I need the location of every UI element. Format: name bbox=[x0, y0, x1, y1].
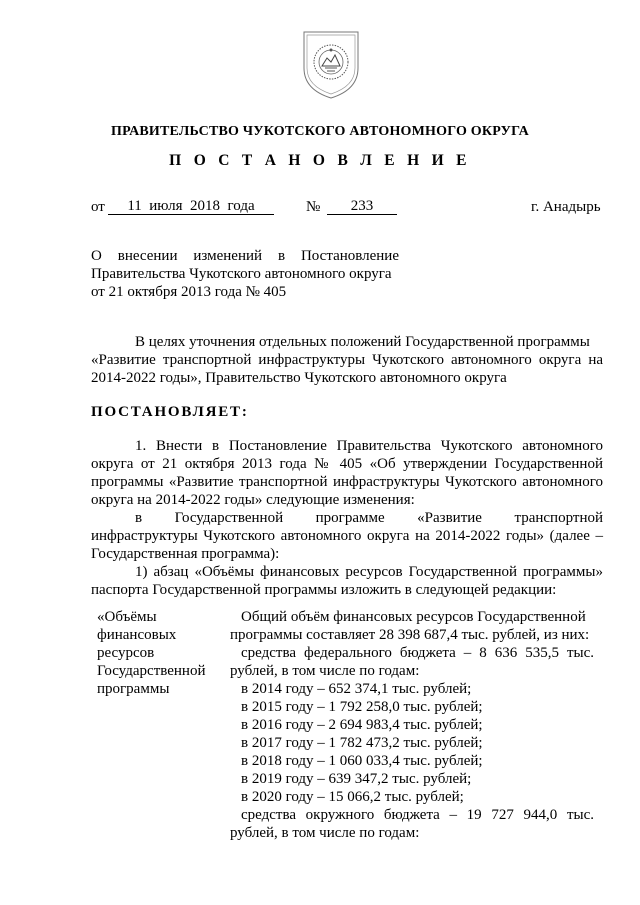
year-row: в 2016 году – 2 694 983,4 тыс. рублей; bbox=[241, 717, 483, 733]
government-title: ПРАВИТЕЛЬСТВО ЧУКОТСКОГО АВТОНОМНОГО ОКРУГА bbox=[111, 124, 529, 139]
subject-line-1: О внесении изменений в Постановление bbox=[91, 248, 399, 264]
resolves-heading: ПОСТАНОВЛЯЕТ: bbox=[91, 404, 249, 420]
preamble-line-2: «Развитие транспортной инфраструктуры Чукотского автономного округа на bbox=[91, 352, 603, 368]
p3-line-2: паспорта Государственной программы изложить в следующей редакции: bbox=[91, 582, 557, 598]
table-right-line-5: средства окружного бюджета – 19 727 944,0 тыс. bbox=[241, 807, 594, 823]
year-row: в 2019 году – 639 347,2 тыс. рублей; bbox=[241, 771, 472, 787]
table-left-line-3: ресурсов bbox=[97, 645, 155, 661]
year-row: в 2014 году – 652 374,1 тыс. рублей; bbox=[241, 681, 472, 697]
table-right-line-2: программы составляет 28 398 687,4 тыс. рублей, из них: bbox=[230, 627, 590, 643]
p2-line-1: в Государственной программе «Развитие транспортной bbox=[135, 510, 603, 526]
decree-date: 11 июля 2018 года bbox=[108, 199, 274, 215]
preamble-line-3: 2014-2022 годы», Правительство Чукотского автономного округа bbox=[91, 370, 507, 386]
year-row: в 2020 году – 15 066,2 тыс. рублей; bbox=[241, 789, 464, 805]
table-left-line-2: финансовых bbox=[97, 627, 177, 643]
number-prefix: № bbox=[306, 199, 321, 215]
p1-line-4: округа на 2014-2022 годы» следующие изменения: bbox=[91, 492, 415, 508]
p1-line-2: округа от 21 октября 2013 года № 405 «Об утверждении Государственной bbox=[91, 456, 603, 472]
table-right-line-4: рублей, в том числе по годам: bbox=[230, 663, 420, 679]
subject-line-3: от 21 октября 2013 года № 405 bbox=[91, 284, 287, 300]
table-left-line-5: программы bbox=[97, 681, 170, 697]
date-prefix: от bbox=[91, 199, 105, 215]
coat-of-arms-emblem bbox=[300, 28, 362, 100]
decree-number: 233 bbox=[327, 199, 397, 215]
p1-line-1: 1. Внести в Постановление Правительства Чукотского автономного bbox=[135, 438, 603, 454]
table-left-line-1: «Объёмы bbox=[97, 609, 157, 625]
table-left-line-4: Государственной bbox=[97, 663, 206, 679]
city: г. Анадырь bbox=[531, 199, 601, 215]
p3-line-1: 1) абзац «Объёмы финансовых ресурсов Государственной программы» bbox=[135, 564, 603, 580]
p2-line-3: Государственная программа): bbox=[91, 546, 280, 562]
preamble-line-1: В целях уточнения отдельных положений Государственной программы bbox=[135, 334, 590, 350]
year-row: в 2015 году – 1 792 258,0 тыс. рублей; bbox=[241, 699, 483, 715]
year-row: в 2017 году – 1 782 473,2 тыс. рублей; bbox=[241, 735, 483, 751]
p2-line-2: инфраструктуры Чукотского автономного округа на 2014-2022 годы» (далее – bbox=[91, 528, 603, 544]
table-right-line-3: средства федерального бюджета – 8 636 535,5 тыс. bbox=[241, 645, 594, 661]
p1-line-3: программы «Развитие транспортной инфраструктуры Чукотского автономного bbox=[91, 474, 603, 490]
table-right-line-1: Общий объём финансовых ресурсов Государственной bbox=[241, 609, 586, 625]
table-right-line-6: рублей, в том числе по годам: bbox=[230, 825, 420, 841]
decree-heading: П О С Т А Н О В Л Е Н И Е bbox=[169, 152, 471, 169]
subject-line-2: Правительства Чукотского автономного округа bbox=[91, 266, 392, 282]
year-row: в 2018 году – 1 060 033,4 тыс. рублей; bbox=[241, 753, 483, 769]
